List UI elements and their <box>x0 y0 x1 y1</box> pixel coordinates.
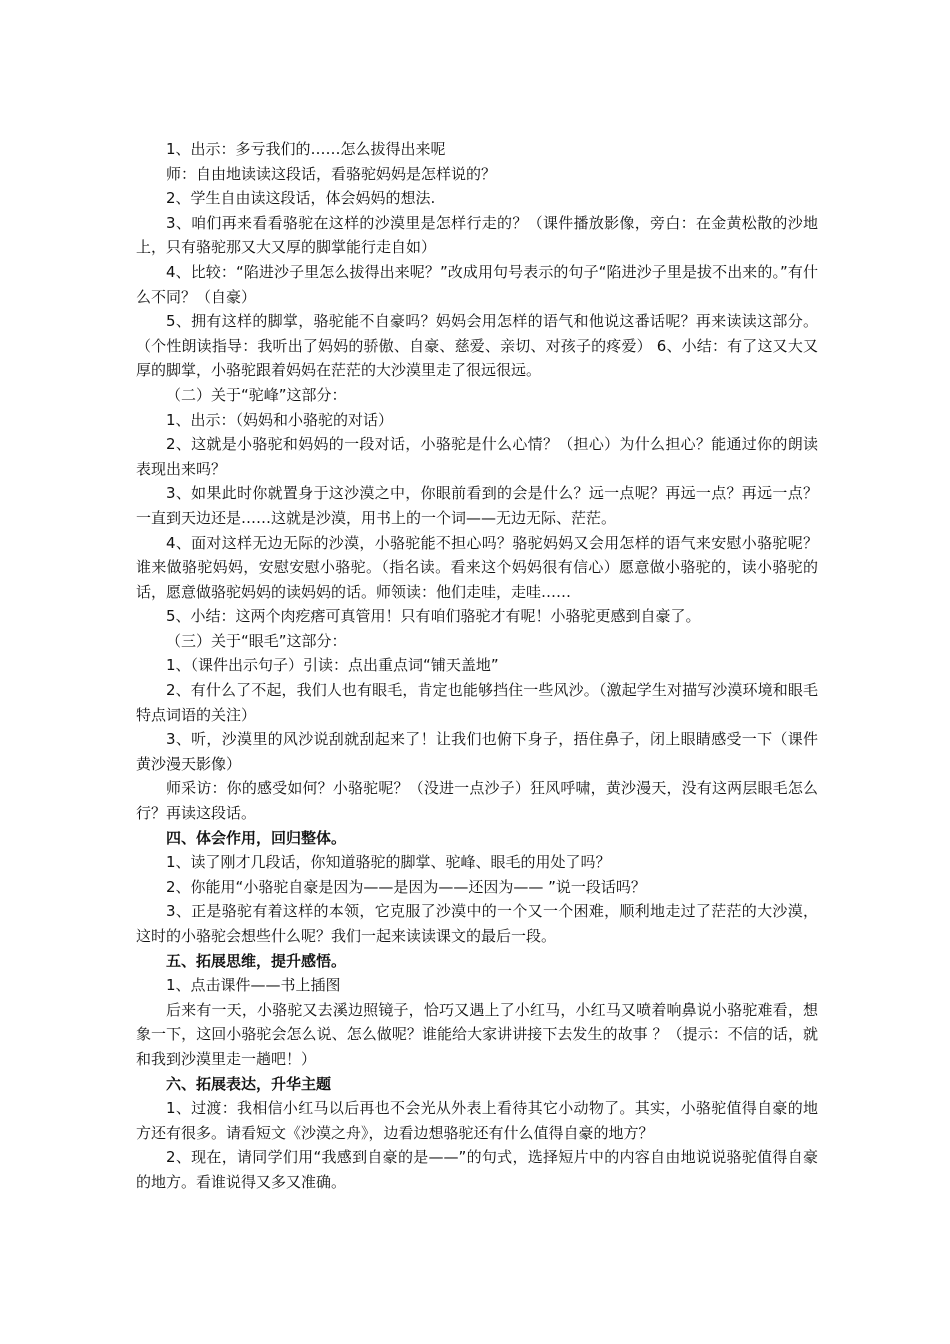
paragraph: （二）关于“驼峰”这部分： <box>166 385 347 404</box>
paragraph: 1、出示：（妈妈和小骆驼的对话） <box>166 410 394 429</box>
paragraph: 5、小结：这两个肉疙瘩可真管用！只有咱们骆驼才有呢！小骆驼更感到自豪了。 <box>166 607 701 626</box>
paragraph: 1、点击课件——书上插图 <box>166 976 341 995</box>
paragraph: 师：自由地读读这段话，看骆驼妈妈是怎样说的？ <box>166 164 497 183</box>
paragraph: 3、听，沙漠里的风沙说刮就刮起来了！让我们也俯下身子，捂住鼻子，闭上眼睛感受一下（课件黄沙漫天影像） <box>136 730 818 773</box>
section-heading: 四、体会作用，回归整体。 <box>166 828 347 847</box>
paragraph: 4、面对这样无边无际的沙漠，小骆驼能不担心吗？骆驼妈妈又会用怎样的语气来安慰小骆驼呢？谁来做骆驼妈妈，安慰安慰小骆驼。（指名读。看来这个妈妈很有信心）愿意做小骆驼的，读小骆驼的话，愿意做骆驼妈妈的读妈妈的话。师领读：他们走哇，走哇…… <box>136 533 818 601</box>
section-heading: 五、拓展思维，提升感悟。 <box>166 951 347 970</box>
paragraph: 1、出示：多亏我们的……怎么拔得出来呢 <box>166 140 446 158</box>
paragraph: （三）关于“眼毛”这部分： <box>166 631 347 650</box>
paragraph: 师采访：你的感受如何？小骆驼呢？（没进一点沙子）狂风呼啸，黄沙漫天，没有这两层眼毛怎么行？再读这段话。 <box>136 779 818 823</box>
paragraph: 3、正是骆驼有着这样的本领，它克服了沙漠中的一个又一个困难，顺利地走过了茫茫的大沙漠，这时的小骆驼会想些什么呢？我们一起来读读课文的最后一段。 <box>136 902 818 945</box>
paragraph: 2、有什么了不起，我们人也有眼毛，肯定也能够挡住一些风沙。（激起学生对描写沙漠环境和眼毛特点词语的关注） <box>136 681 818 724</box>
paragraph: 5、拥有这样的脚掌，骆驼能不自豪吗？妈妈会用怎样的语气和他说这番话呢？再来读读这部分。（个性朗读指导：我听出了妈妈的骄傲、自豪、慈爱、亲切、对孩子的疼爱） 6、小结：有了这又大又厚的脚掌，小骆驼跟着妈妈在茫茫的大沙漠里走了很远很远。 <box>136 312 818 380</box>
paragraph: 1、过渡：我相信小红马以后再也不会光从外表上看待其它小动物了。其实，小骆驼值得自豪的地方还有很多。请看短文《沙漠之舟》，边看边想骆驼还有什么值得自豪的地方？ <box>136 1099 818 1142</box>
paragraph: 3、咱们再来看看骆驼在这样的沙漠里是怎样行走的？（课件播放影像，旁白：在金黄松散的沙地上，只有骆驼那又大又厚的脚掌能行走自如） <box>136 213 818 257</box>
paragraph: 2、这就是小骆驼和妈妈的一段对话，小骆驼是什么心情？（担心）为什么担心？能通过你的朗读表现出来吗？ <box>136 435 818 478</box>
document-body <box>136 137 818 1195</box>
paragraph: 2、现在，请同学们用“我感到自豪的是——”的句式，选择短片中的内容自由地说说骆驼值得自豪的地方。看谁说得又多又准确。 <box>136 1148 818 1191</box>
paragraph: 1、（课件出示句子）引读：点出重点词“铺天盖地” <box>166 656 499 675</box>
paragraph: 1、读了刚才几段话，你知道骆驼的脚掌、驼峰、眼毛的用处了吗？ <box>166 853 611 872</box>
paragraph: 2、学生自由读这段话，体会妈妈的想法. <box>166 189 436 208</box>
paragraph: 4、比较：“陷进沙子里怎么拔得出来呢？”改成用句号表示的句子“陷进沙子里是拔不出来的。”有什么不同？（自豪） <box>136 262 818 306</box>
paragraph: 后来有一天，小骆驼又去溪边照镜子，恰巧又遇上了小红马，小红马又喷着响鼻说小骆驼难看，想象一下，这回小骆驼会怎么说、怎么做呢？谁能给大家讲讲接下去发生的故事 ？（提示：不信的话，就和我到沙漠里走一趟吧！） <box>136 1000 818 1068</box>
section-heading: 六、拓展表达，升华主题 <box>166 1074 332 1093</box>
paragraph: 3、如果此时你就置身于这沙漠之中，你眼前看到的会是什么？远一点呢？再远一点？再远一点？一直到天边还是……这就是沙漠，用书上的一个词——无边无际、茫茫。 <box>136 484 818 527</box>
paragraph: 2、你能用“小骆驼自豪是因为——是因为——还因为—— ”说一段话吗？ <box>166 877 646 896</box>
